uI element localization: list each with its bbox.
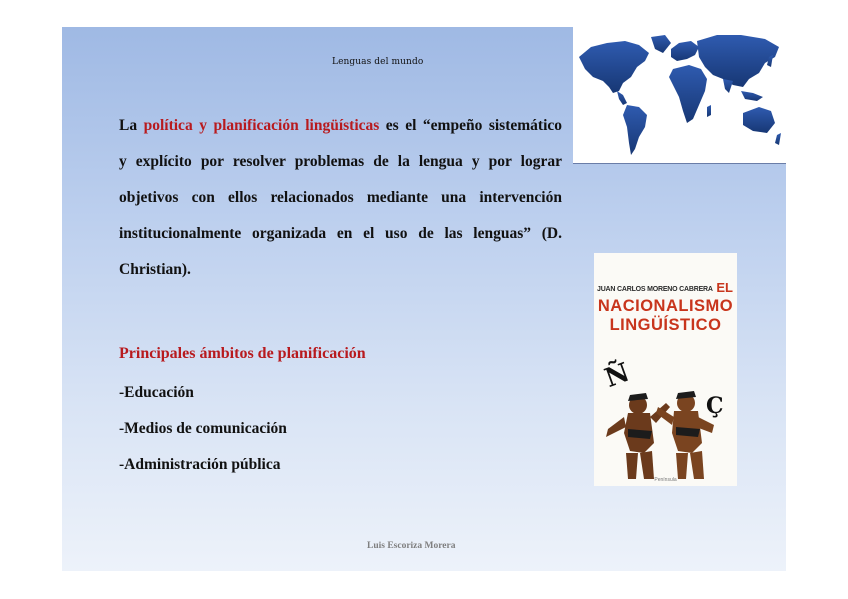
world-map-image xyxy=(573,27,786,164)
slide-header-title: Lenguas del mundo xyxy=(332,57,424,67)
definition-paragraph xyxy=(119,108,562,288)
paragraph-highlight: política y planificación lingüísticas xyxy=(143,117,380,134)
book-cover-image xyxy=(594,253,737,486)
book-title-el: EL xyxy=(716,280,733,295)
paragraph-part1: La xyxy=(119,117,144,134)
planning-areas-list xyxy=(119,382,287,490)
svg-text:Ç: Ç xyxy=(706,393,724,419)
world-map-icon xyxy=(573,27,786,163)
list-item: -Administración pública xyxy=(119,456,281,473)
list-item: -Educación xyxy=(119,384,194,401)
slide xyxy=(62,27,786,571)
slide-footer-author: Luis Escoriza Morera xyxy=(367,541,456,551)
list-item: -Medios de comunicación xyxy=(119,420,287,437)
book-author: JUAN CARLOS MORENO CABRERA xyxy=(597,286,713,293)
section-heading: Principales ámbitos de planificación xyxy=(119,345,366,362)
book-title-line1: NACIONALISMO xyxy=(597,297,734,315)
svg-text:Ñ: Ñ xyxy=(601,357,634,394)
book-publisher: Península xyxy=(654,477,677,483)
paragraph-part2: es el “empeño sistemático y explícito por resolver problemas de la lengua y por lograr objetivos con ellos relacionados mediante una intervención institucionalmente organizada en el uso de las lenguas” (D. Christian). xyxy=(119,117,563,278)
book-title-line2: LINGÜÍSTICO xyxy=(609,316,722,334)
